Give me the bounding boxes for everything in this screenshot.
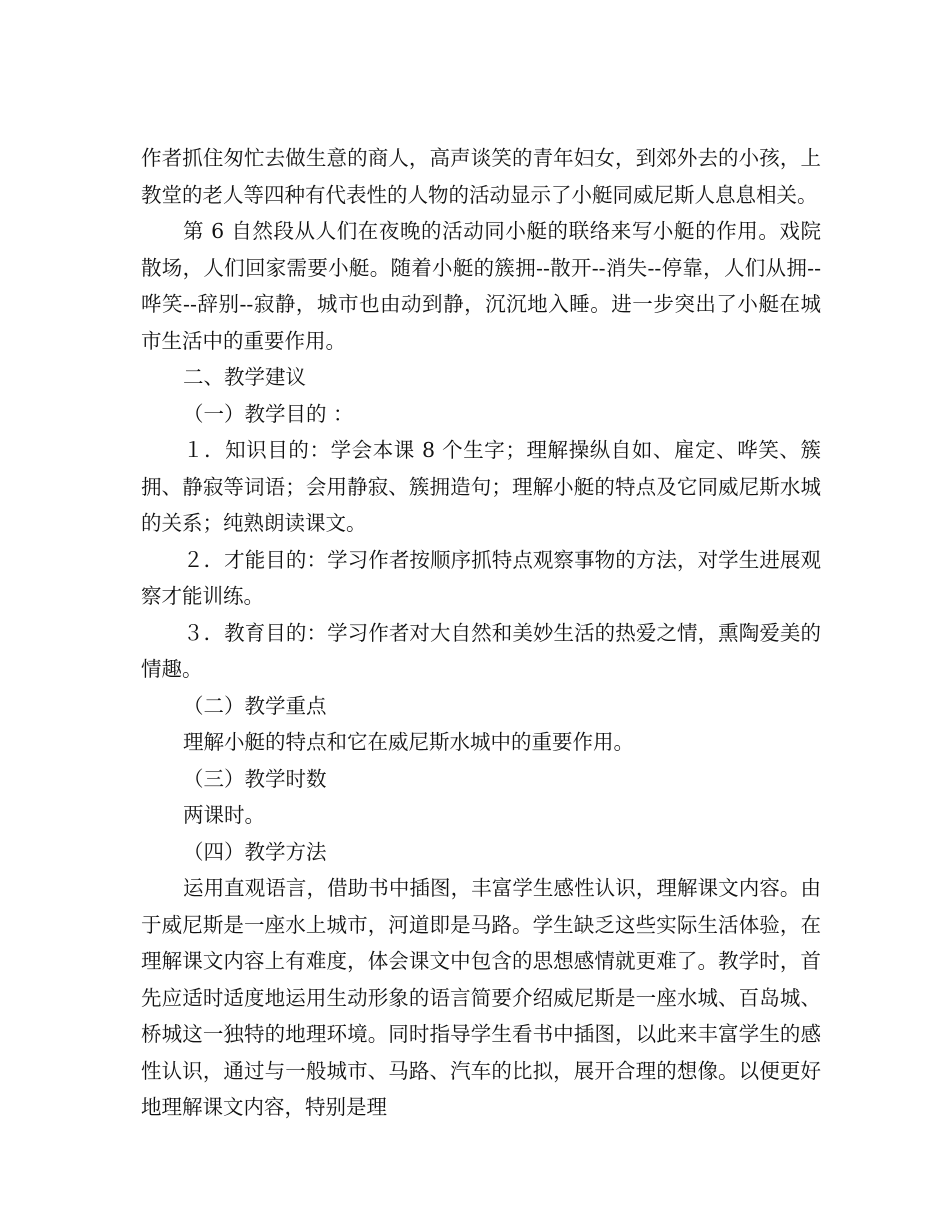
paragraph-ability-goal: ２．才能目的：学习作者按顺序抓特点观察事物的方法，对学生进展观察才能训练。 <box>141 547 821 608</box>
document-body <box>141 140 821 1126</box>
paragraph-section-6: 第 6 自然段从人们在夜晚的活动同小艇的联络来写小艇的作用。戏院散场，人们回家需要小艇。随着小艇的簇拥--散开--消失--停靠，人们从拥--哗笑--辞别--寂静，城市也由动到静，沉沉地入睡。进一步突出了小艇在城市生活中的重要作用。 <box>141 219 821 353</box>
paragraph-teaching-methods: 运用直观语言，借助书中插图，丰富学生感性认识，理解课文内容。由于威尼斯是一座水上城市，河道即是马路。学生缺乏这些实际生活体验，在理解课文内容上有难度，体会课文中包含的思想感情就更难了。教学时，首先应适时适度地运用生动形象的语言简要介绍威尼斯是一座水城、百岛城、桥城这一独特的地理环境。同时指导学生看书中插图，以此来丰富学生的感性认识，通过与一般城市、马路、汽车的比拟，展开合理的想像。以便更好地理解课文内容，特别是理 <box>141 876 821 1119</box>
paragraph-teaching-focus: 理解小艇的特点和它在威尼斯水城中的重要作用。 <box>183 730 634 754</box>
paragraph-class-hours: 两课时。 <box>183 803 265 827</box>
heading-teaching-methods: （四）教学方法 <box>183 839 327 864</box>
heading-teaching-focus: （二）教学重点 <box>183 693 327 718</box>
heading-teaching-suggestions: 二、教学建议 <box>183 365 306 389</box>
heading-teaching-goals: （一）教学目的 ： <box>183 401 354 426</box>
paragraph-merchants: 作者抓住匆忙去做生意的商人，高声谈笑的青年妇女，到郊外去的小孩，上教堂的老人等四种有代表性的人物的活动显示了小艇同威尼斯人息息相关。 <box>141 146 821 207</box>
paragraph-knowledge-goal: １．知识目的：学会本课 8 个生字；理解操纵自如、雇定、哗笑、簇拥、静寂等词语；会用静寂、簇拥造句；理解小艇的特点及它同威尼斯水城的关系；纯熟朗读课文。 <box>141 438 821 535</box>
heading-class-hours: （三）教学时数 <box>183 766 327 791</box>
paragraph-education-goal: ３．教育目的：学习作者对大自然和美妙生活的热爱之情，熏陶爱美的情趣。 <box>141 620 821 681</box>
